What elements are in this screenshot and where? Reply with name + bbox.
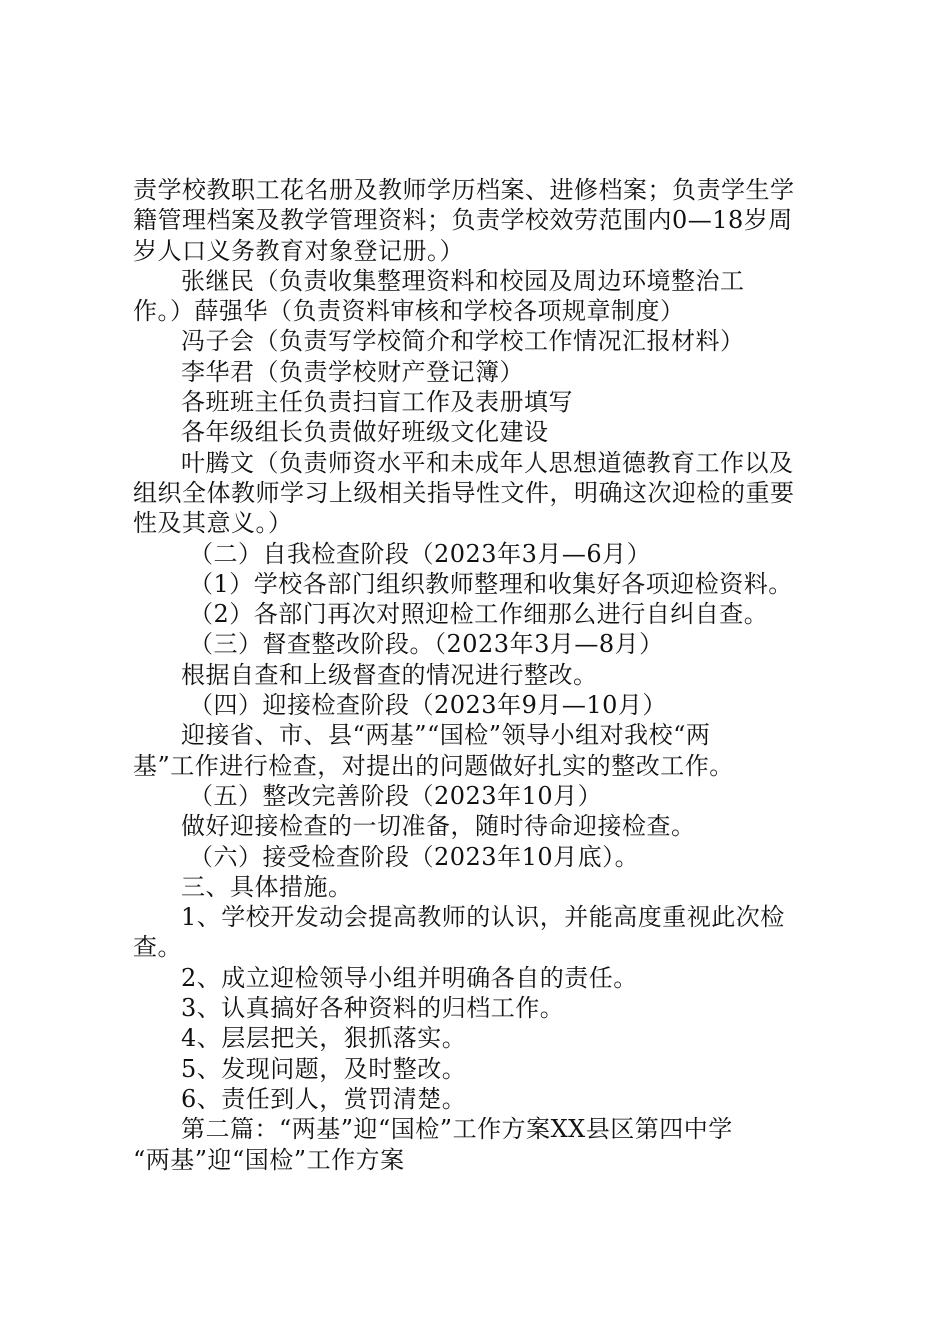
chapter-title: “两基”迎“国检”工作方案 bbox=[133, 1145, 405, 1174]
section-heading: （五）整改完善阶段（2023年10月） bbox=[189, 781, 603, 810]
text-line: 岁人口义务教育对象登记册。） bbox=[133, 236, 464, 265]
text-line: 各年级组长负责做好班级文化建设 bbox=[181, 418, 549, 447]
text-line: 籍管理档案及教学管理资料；负责学校效劳范围内0—18岁周 bbox=[133, 206, 793, 235]
text-line: 迎接省、市、县“两基”“国检”领导小组对我校“两 bbox=[181, 721, 711, 750]
text-line: 责学校教职工花名册及教师学历档案、进修档案；负责学生学 bbox=[133, 176, 795, 204]
list-item: 2、成立迎检领导小组并明确各自的责任。 bbox=[181, 963, 638, 992]
list-item: 5、发现问题，及时整改。 bbox=[181, 1054, 467, 1083]
text-line: 各班班主任负责扫盲工作及表册填写 bbox=[181, 388, 573, 417]
section-heading: （二）自我检查阶段（2023年3月—6月） bbox=[189, 539, 652, 568]
section-heading: 三、具体措施。 bbox=[181, 872, 353, 901]
text-line: 作。）薛强华（负责资料审核和学校各项规章制度） bbox=[133, 297, 685, 326]
section-heading: （三）督查整改阶段。（2023年3月—8月） bbox=[189, 630, 664, 659]
text-line: 根据自查和上级督查的情况进行整改。 bbox=[181, 660, 598, 689]
list-item: 6、责任到人，赏罚清楚。 bbox=[181, 1084, 467, 1113]
chapter-title: 第二篇：“两基”迎“国检”工作方案XX县区第四中学 bbox=[181, 1115, 733, 1144]
section-heading: （六）接受检查阶段（2023年10月底）。 bbox=[189, 842, 640, 871]
document-body bbox=[133, 175, 823, 1175]
text-line: （1）学校各部门组织教师整理和收集好各项迎检资料。 bbox=[189, 569, 793, 598]
list-item: 3、认真搞好各种资料的归档工作。 bbox=[181, 994, 565, 1023]
text-line: 做好迎接检查的一切准备，随时待命迎接检查。 bbox=[181, 812, 696, 841]
text-line: 性及其意义。） bbox=[133, 509, 293, 538]
text-line: （2）各部门再次对照迎检工作细那么进行自纠自查。 bbox=[189, 600, 769, 629]
text-line: 叶腾文（负责师资水平和未成年人思想道德教育工作以及 bbox=[181, 448, 794, 477]
text-line: 冯子会（负责写学校简介和学校工作情况汇报材料） bbox=[181, 327, 745, 356]
list-item: 1、学校开发动会提高教师的认识，并能高度重视此次检 bbox=[181, 903, 785, 932]
text-line: 组织全体教师学习上级相关指导性文件，明确这次迎检的重要 bbox=[133, 478, 795, 507]
list-item: 4、层层把关，狠抓落实。 bbox=[181, 1024, 467, 1053]
text-line: 李华君（负责学校财产登记簿） bbox=[181, 357, 524, 386]
text-line: 张继民（负责收集整理资料和校园及周边环境整治工 bbox=[181, 266, 745, 295]
text-line: 基”工作进行检查，对提出的问题做好扎实的整改工作。 bbox=[133, 751, 734, 780]
list-item: 查。 bbox=[133, 933, 182, 962]
section-heading: （四）迎接检查阶段（2023年9月—10月） bbox=[189, 691, 667, 720]
